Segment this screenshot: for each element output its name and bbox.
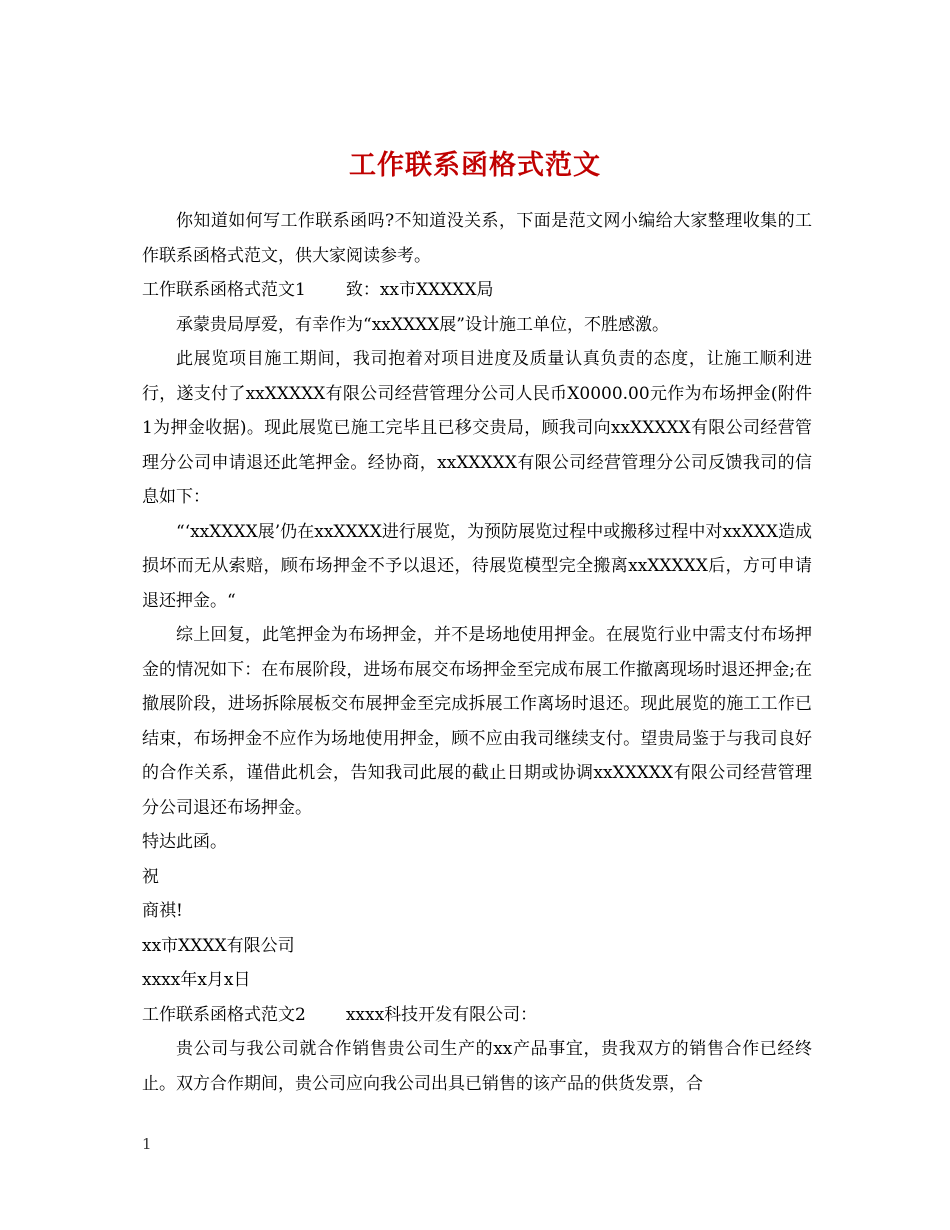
sample1-paragraph: 综上回复，此笔押金为布场押金，并不是场地使用押金。在展览行业中需支付布场押金的情况如下：在布展阶段，进场布展交布场押金至完成布展工作撤离现场时退还押金;在撤展阶段，进场拆除展板交布展押金至完成拆展工作离场时退还。现此展览的施工工作已结束，布场押金不应作为场地使用押金，顾不应由我司继续支付。望贵局鉴于与我司良好的合作关系，谨借此机会，告知我司此展的截止日期或协调xxXXXXX有限公司经营管理分公司退还布场押金。 (142, 625, 812, 818)
salutation-line: 祝 (142, 866, 159, 887)
sample1-paragraph: 承蒙贵局厚爱，有幸作为“xxXXXX展”设计施工单位，不胜感激。 (176, 314, 669, 335)
sample2-paragraph: 贵公司与我公司就合作销售贵公司生产的xx产品事宜，贵我双方的销售合作已经终止。双方合作期间，贵公司应向我公司出具已销售的该产品的供货发票，合 (142, 1039, 812, 1094)
signature-line: xx市XXXX有限公司 (142, 935, 295, 956)
sample1-heading-line (142, 273, 812, 308)
intro-paragraph: 你知道如何写工作联系函吗?不知道没关系，下面是范文网小编给大家整理收集的工作联系函格式范文，供大家阅读参考。 (142, 211, 812, 266)
closing-line: 特达此函。 (142, 832, 227, 852)
sample1-recipient: 致：xx市XXXXX局 (345, 280, 494, 300)
sample1-paragraph: 此展览项目施工期间，我司抱着对项目进度及质量认真负责的态度，让施工顺利进行，遂支付了xxXXXXX有限公司经营管理分公司人民币X0000.00元作为布场押金(附件1为押金收据)。现此展览已施工完毕且已移交贵局，顾我司向xxXXXXX有限公司经营管理分公司申请退还此笔押金。经协商，xxXXXXX有限公司经营管理分公司反馈我司的信息如下： (142, 349, 812, 507)
page-number: 1 (142, 1135, 152, 1153)
sample2-heading: 工作联系函格式范文2 (142, 1004, 306, 1025)
date-line: xxxx年x月x日 (142, 970, 251, 990)
sample2-recipient: xxxx科技开发有限公司： (345, 1004, 538, 1025)
sample2-heading-line (142, 998, 812, 1033)
salutation-line: 商祺! (142, 901, 183, 921)
page-title: 工作联系函格式范文 (349, 150, 601, 182)
sample1-heading: 工作联系函格式范文1 (142, 280, 306, 300)
sample1-quote-paragraph: “‘xxXXXX展’仍在xxXXXX进行展览，为预防展览过程中或搬移过程中对xxXXX造成损坏而无从索赔，顾布场押金不予以退还，待展览模型完全搬离xxXXXXX后，方可申请退还押金。“ (142, 521, 812, 611)
document-body (142, 204, 812, 1101)
